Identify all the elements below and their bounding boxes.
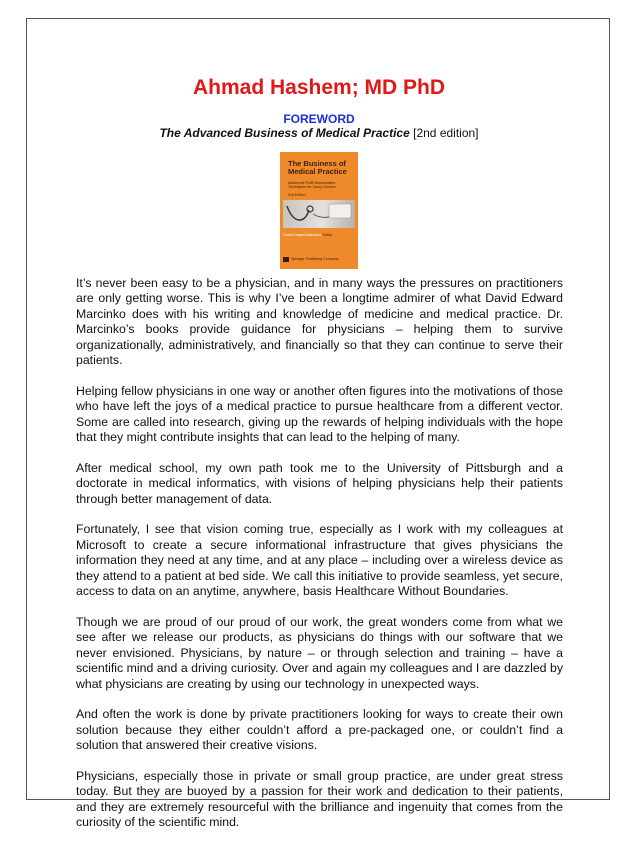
cover-author-name: David Edward Marcinko — [283, 233, 321, 237]
paragraph: Helping fellow physicians in one way or another often figures into the motivations of those who have left the joys of a medical practice to pursue healthcare from a different vector. Some are called into research, giving up the rewards of helping individuals with the hope that they might contribute insights that can lead to the helping of many. — [76, 383, 563, 445]
book-subtitle — [0, 126, 638, 140]
book-edition: [2nd edition] — [413, 126, 479, 140]
cover-title-line: Medical Practice — [288, 167, 347, 176]
cover-publisher — [283, 255, 355, 264]
cover-author-role: Editor — [322, 233, 333, 237]
stethoscope-icon — [283, 200, 355, 228]
section-heading: FOREWORD — [283, 112, 355, 126]
paragraph: Physicians, especially those in private or small group practice, are under great stress today. But they are buoyed by a passion for their work and dedication to their patients, and they are extremely resourceful with the brilliance and ingenuity that comes from the curiosity of the scientific mind. — [76, 768, 563, 830]
cover-publisher-name: Springer Publishing Company — [291, 257, 339, 261]
stethoscope-photo — [283, 200, 355, 228]
cover-edition: 2nd Edition — [288, 193, 306, 197]
paragraph: Though we are proud of our proud of our work, the great wonders come from what we see after we release our products, as physicians do things with our software that we never envisioned. Physicians, by nature – or through selection and training – have a scientific mind and a driving curiosity. Over and again my colleagues and I are dazzled by what physicians are creating by using our technology in unexpected ways. — [76, 614, 563, 691]
page-title: Ahmad Hashem; MD PhD — [192, 76, 446, 99]
book-title: The Advanced Business of Medical Practice — [159, 126, 410, 140]
cover-title — [288, 160, 356, 176]
paragraph: Fortunately, I see that vision coming true, especially as I work with my colleagues at Microsoft to create a secure informational infrastructure that gives physicians the information they need at any time, and at any place – including over a wireless device as they attend to a patient at bed side. We call this initiative to provide seamless, yet secure, access to data on an anytime, anywhere, basis Healthcare Without Boundaries. — [76, 522, 563, 599]
cover-title-line: The Business of — [288, 159, 346, 168]
book-cover-image — [280, 152, 358, 269]
cover-author — [283, 232, 353, 239]
cover-subtitle-line: Advanced Profit Maximization — [288, 181, 336, 185]
cover-subtitle — [288, 181, 356, 189]
paragraph: It’s never been easy to be a physician, and in many ways the pressures on practitioners are only getting worse. This is why I’ve been a longtime admirer of what David Edward Marcinko does with his writing and knowledge of medicine and medical practice. Dr. Marcinko’s books provide guidance for physicians – helping them to survive organizationally, administratively, and financially so that they can continue to serve their patients. — [76, 276, 563, 368]
publisher-logo-icon — [283, 257, 289, 262]
foreword-body — [76, 276, 563, 846]
paragraph: After medical school, my own path took me to the University of Pittsburgh and a doctorate in medical informatics, with visions of helping physicians help their patients through better management of data. — [76, 460, 563, 506]
cover-subtitle-line: Techniques for Savvy Doctors — [288, 185, 336, 190]
paragraph: And often the work is done by private practitioners looking for ways to create their own solution because they either couldn’t afford a pre-packaged one, or couldn’t find a solution that answered their creative visions. — [76, 707, 563, 753]
